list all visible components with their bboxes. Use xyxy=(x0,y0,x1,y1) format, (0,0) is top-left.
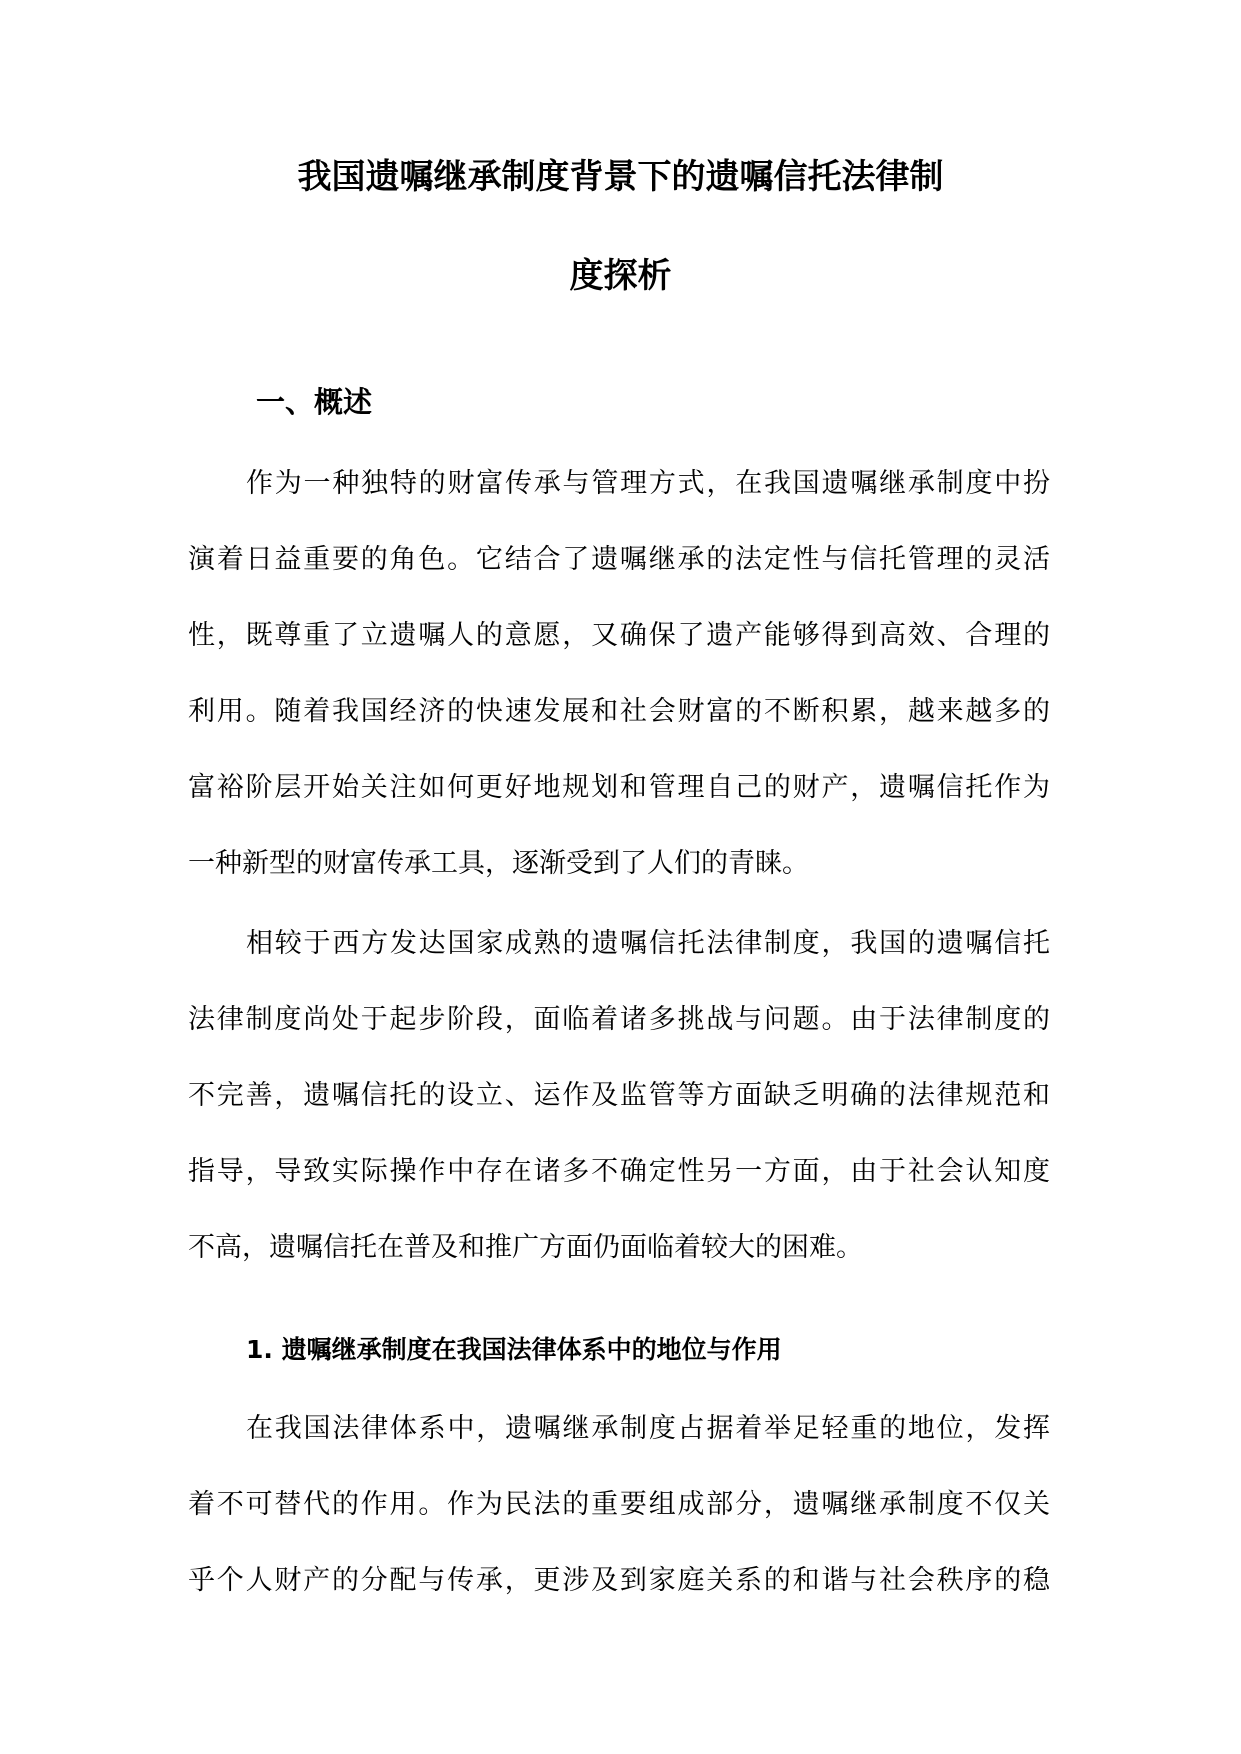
paragraph-line: 演着日益重要的角色。它结合了遗嘱继承的法定性与信托管理的灵活 xyxy=(188,544,1050,575)
paragraph-line: 指导，导致实际操作中存在诸多不确定性另一方面，由于社会认知度 xyxy=(188,1156,1050,1187)
document-title-line-1: 我国遗嘱继承制度背景下的遗嘱信托法律制 xyxy=(297,157,944,197)
paragraph-line: 性，既尊重了立遗嘱人的意愿，又确保了遗产能够得到高效、合理的 xyxy=(188,620,1050,651)
paragraph-line: 不高，遗嘱信托在普及和推广方面仍面临着较大的困难。 xyxy=(188,1232,863,1263)
paragraph-line: 乎个人财产的分配与传承，更涉及到家庭关系的和谐与社会秩序的稳 xyxy=(188,1565,1050,1596)
paragraph-line: 作为一种独特的财富传承与管理方式，在我国遗嘱继承制度中扮 xyxy=(246,468,1050,499)
subsection-heading-1: 1. 遗嘱继承制度在我国法律体系中的地位与作用 xyxy=(246,1335,782,1364)
paragraph-line: 在我国法律体系中，遗嘱继承制度占据着举足轻重的地位，发挥 xyxy=(246,1413,1050,1444)
paragraph-line: 利用。随着我国经济的快速发展和社会财富的不断积累，越来越多的 xyxy=(188,696,1050,727)
paragraph-line: 法律制度尚处于起步阶段，面临着诸多挑战与问题。由于法律制度的 xyxy=(188,1004,1050,1035)
paragraph-line: 一种新型的财富传承工具，逐渐受到了人们的青睐。 xyxy=(188,848,809,879)
paragraph-line: 着不可替代的作用。作为民法的重要组成部分，遗嘱继承制度不仅关 xyxy=(188,1489,1050,1520)
paragraph-line: 不完善，遗嘱信托的设立、运作及监管等方面缺乏明确的法律规范和 xyxy=(188,1080,1050,1111)
document-title-line-2: 度探析 xyxy=(569,256,672,296)
paragraph-line: 富裕阶层开始关注如何更好地规划和管理自己的财产，遗嘱信托作为 xyxy=(188,772,1050,803)
paragraph-line: 相较于西方发达国家成熟的遗嘱信托法律制度，我国的遗嘱信托 xyxy=(246,928,1050,959)
section-heading-overview: 一、概述 xyxy=(256,385,373,419)
